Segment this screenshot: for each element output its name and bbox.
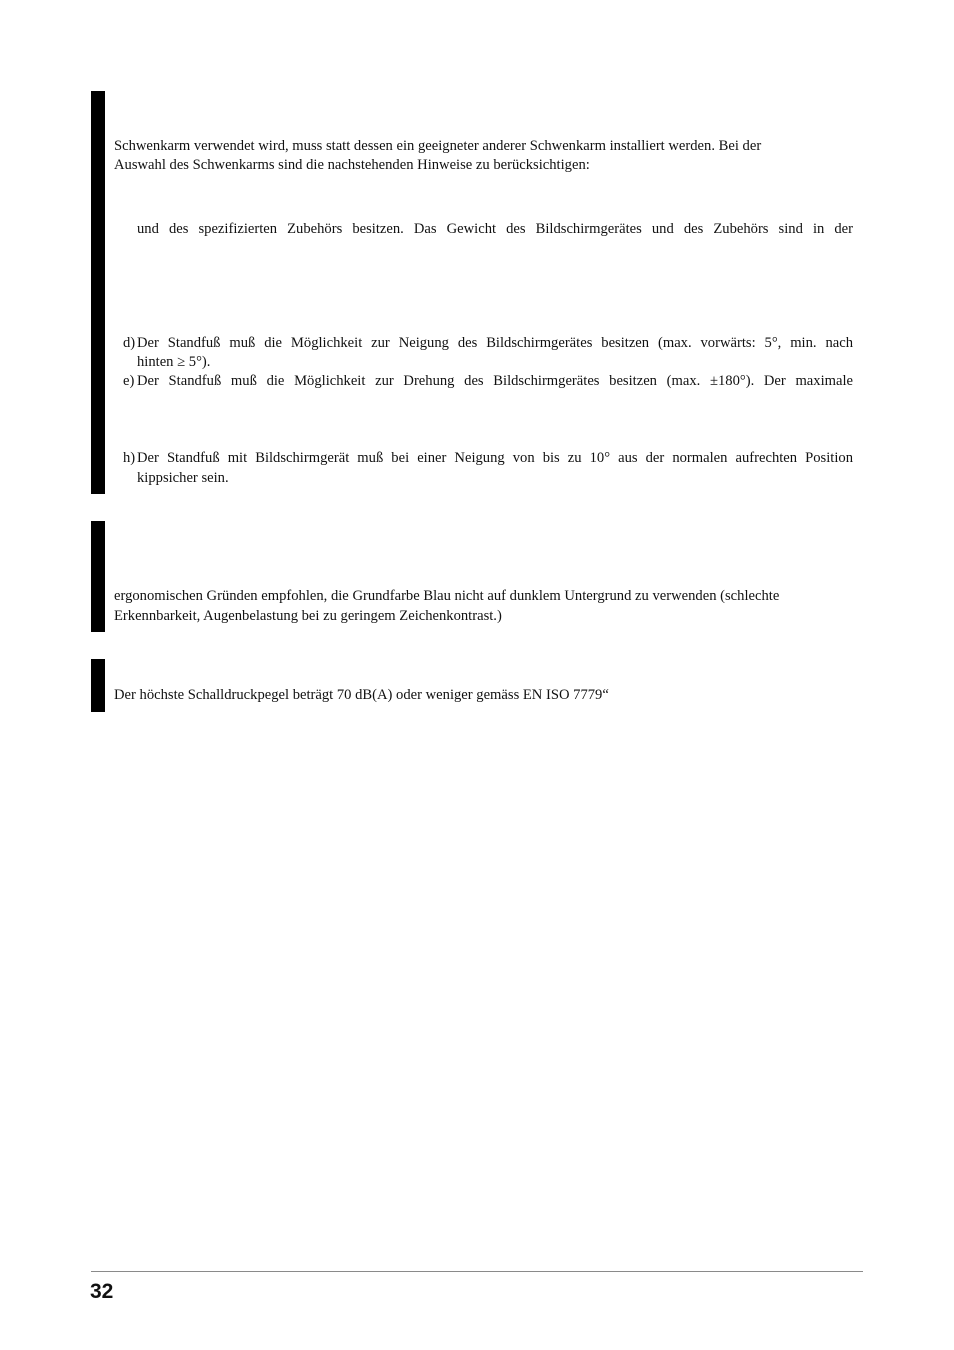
- list-item-text: hinten ≥ 5°).: [137, 354, 211, 370]
- list-item-label: e): [123, 373, 135, 389]
- paragraph-line: Auswahl des Schwenkarms sind die nachstehenden Hinweise zu berücksichtigen:: [114, 157, 590, 173]
- paragraph-line: Der höchste Schalldruckpegel beträgt 70 dB(A) oder weniger gemäss EN ISO 7779“: [114, 687, 609, 703]
- paragraph-line: Schwenkarm verwendet wird, muss statt dessen ein geeigneter anderer Schwenkarm installiert werden. Bei der: [114, 138, 762, 154]
- paragraph-line: Erkennbarkeit, Augenbelastung bei zu geringem Zeichenkontrast.): [114, 608, 502, 624]
- section-marker-bar: [91, 91, 105, 494]
- section-marker-bar: [91, 659, 105, 712]
- list-item-label: d): [123, 335, 136, 351]
- footer-divider: [91, 1271, 863, 1272]
- list-item-text: Der Standfuß muß die Möglichkeit zur Drehung des Bildschirmgerätes besitzen (max. ±180°). Der maximale: [137, 373, 853, 389]
- list-item-continuation: und des spezifizierten Zubehörs besitzen. Das Gewicht des Bildschirmgerätes und des Zubehörs sind in der: [137, 221, 853, 237]
- section-marker-bar: [91, 521, 105, 632]
- list-item-text: Der Standfuß mit Bildschirmgerät muß bei einer Neigung von bis zu 10° aus der normalen aufrechten Position: [137, 450, 853, 466]
- list-item-label: h): [123, 450, 136, 466]
- paragraph-line: ergonomischen Gründen empfohlen, die Grundfarbe Blau nicht auf dunklem Untergrund zu verwenden (schlechte: [114, 588, 780, 604]
- list-item-text: kippsicher sein.: [137, 470, 229, 486]
- list-item-text: Der Standfuß muß die Möglichkeit zur Neigung des Bildschirmgerätes besitzen (max. vorwärts: 5°, min. nach: [137, 335, 853, 351]
- page-number: 32: [90, 1280, 114, 1303]
